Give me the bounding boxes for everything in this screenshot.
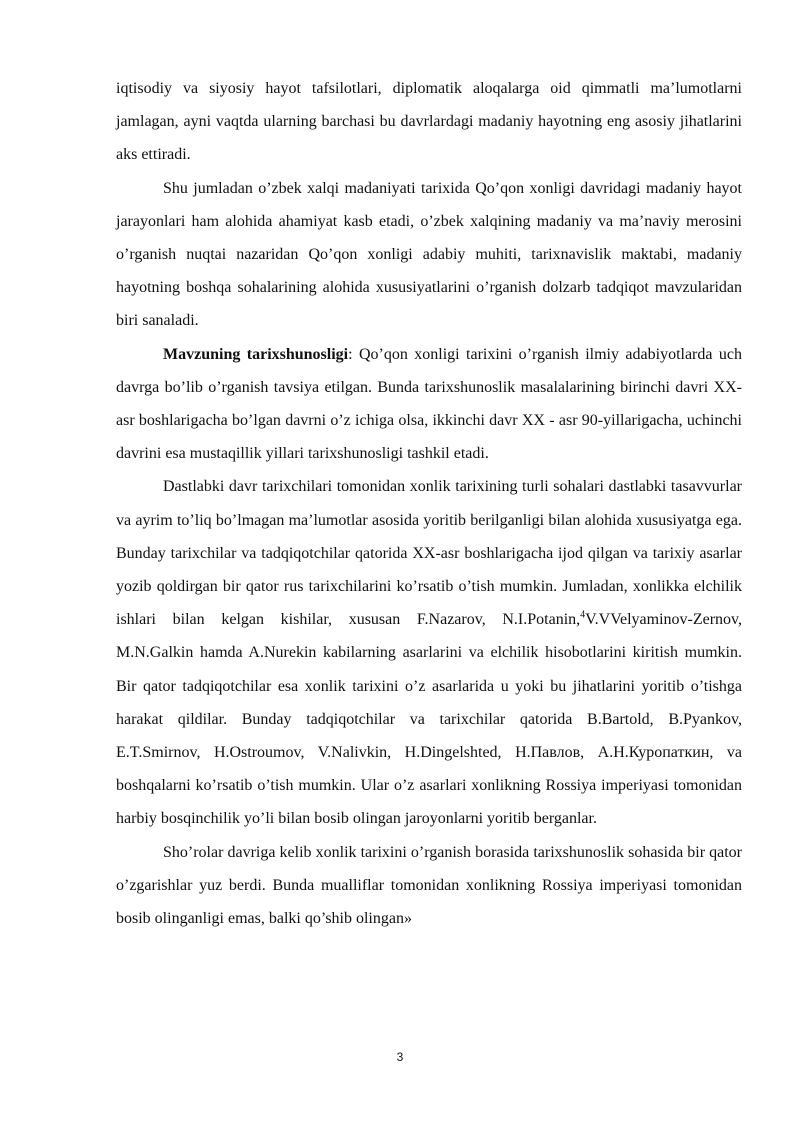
paragraph-text: : Qo’qon xonligi tarixini o’rganish ilmiy adabiyotlarda uch davrga bo’lib o’rganish tavsiya etilgan. Bunda tarixshunoslik masalalarining birinchi davri XX-asr boshlarigacha bo’lgan davrni o’z ichiga olsa, ikkinchi davr XX - asr 90-yillarigacha, uchinchi davrini esa mustaqillik yillari tarixshunosligi tashkil etadi. — [116, 345, 743, 463]
paragraph-text: Dastlabki davr tarixchilari tomonidan xonlik tarixining turli sohalari dastlabki tasavvurlar va ayrim to’liq bo’lmagan ma’lumotlar asosida yoritib berilganligi bilan alohida xususiyatga ega. Bunday tarixchilar va tadqiqotchilar qatorida XX-asr boshlarigacha ijod qilgan va tarixiy asarlar yozib qoldirgan bir qator rus tarixchilarini ko’rsatib o’tish mumkin. Jumladan, xonlikka elchilik ishlari bilan kelgan kishilar, xususan F.Nazarov, N.I.Potanin, — [116, 478, 742, 629]
document-body — [116, 72, 742, 935]
paragraph-historiography — [116, 338, 742, 471]
paragraph-text: V.VVelyaminov-Zernov, M.N.Galkin hamda A.Nurekin kabilarning asarlarini va elchilik hisobotlarini kiritish mumkin. Bir qator tadqiqotchilar esa xonlik tarixini o’z asarlarida u yoki bu jihatlarini yoritib o’tishga harakat qildilar. Bunday tadqiqotchilar va tarixchilar qatorida B.Bartold, B.Pyankov, E.T.Smirnov, H.Ostroumov, V.Nalivkin, H.Dingelshted, Н.Павлов, А.Н.Куропаткин, va boshqalarni ko’rsatib o’tish mumkin. Ular o’z asarlari xonlikning Rossiya imperiyasi tomonidan harbiy bosqinchilik yo’li bilan bosib olingan jaroyonlarni yoritib berganlar. — [116, 611, 742, 828]
paragraph: Sho’rolar davriga kelib xonlik tarixini o’rganish borasida tarixshunoslik sohasida bir qator o’zgarishlar yuz berdi. Bunda mualliflar tomonidan xonlikning Rossiya imperiyasi tomonidan bosib olinganligi emas, balki qo’shib olingan» — [116, 843, 742, 928]
footnote-marker[interactable]: 4 — [580, 609, 586, 621]
paragraph: iqtisodiy va siyosiy hayot tafsilotlari, diplomatik aloqalarga oid qimmatli ma’lumotlarni jamlagan, ayni vaqtda ularning barchasi bu davrlardagi madaniy hayotning eng asosiy jihatlarini aks ettiradi. — [116, 80, 742, 164]
paragraph: Shu jumladan o’zbek xalqi madaniyati tarixida Qo’qon xonligi davridagi madaniy hayot jarayonlari ham alohida ahamiyat kasb etadi, o’zbek xalqining madaniy va ma’naviy merosini o’rganish nuqtai nazaridan Qo’qon xonligi adabiy muhiti, tarixnavislik maktabi, madaniy hayotning boshqa sohalarining alohida xususiyatlarini o’rganish dolzarb tadqiqot mavzularidan biri sanaladi. — [116, 179, 742, 330]
page-number: 3 — [396, 1050, 404, 1064]
section-heading-inline: Mavzuning tarixshunosligi — [163, 345, 349, 363]
paragraph — [116, 470, 742, 835]
